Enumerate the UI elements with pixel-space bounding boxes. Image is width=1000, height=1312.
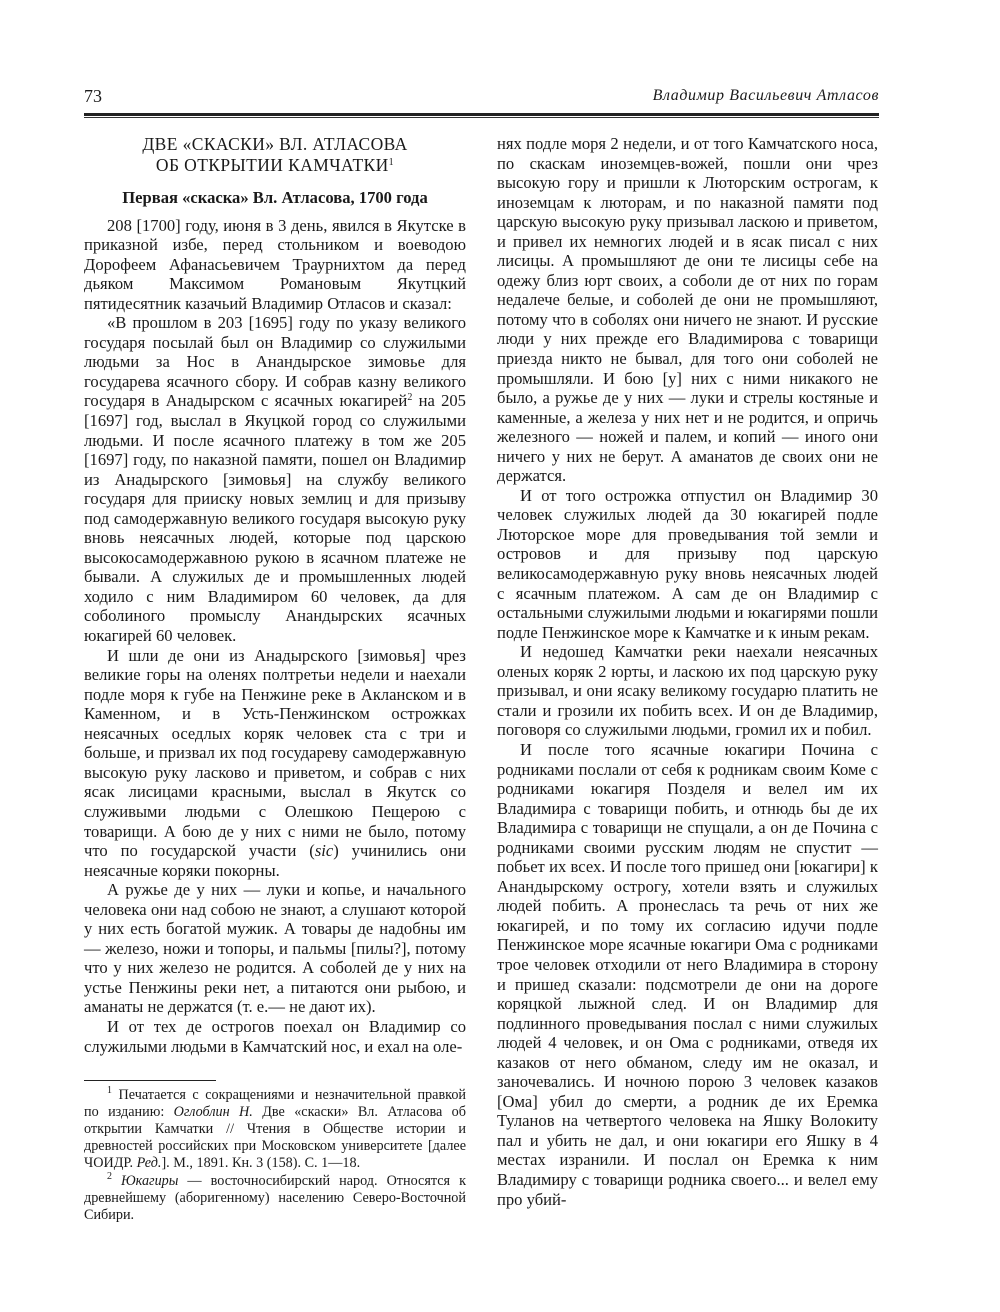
footnote-text: — восточносибирский народ. Относятся к древнейшему (аборигенному) населению Северо-Восточной Сибири.	[84, 1172, 466, 1223]
page-number: 73	[84, 86, 102, 106]
footnote-2	[84, 1170, 466, 1224]
paragraph: И недошед Камчатки реки наехали неясачных оленых коряк 2 юрты, и ласкою их под царскую руку призывал, и они ясаку великому государю платить не стали и грозили их побить всех. И он де Владимир, поговоря со служилыми людьми, громил их и побил.	[497, 642, 878, 740]
header-rule-thin	[84, 117, 879, 118]
footnote-number: 2	[107, 1170, 112, 1182]
footnote-divider	[84, 1080, 216, 1081]
article-title-line-2-text: ОБ ОТКРЫТИИ КАМЧАТКИ	[155, 155, 389, 175]
article-title-line-2	[84, 155, 466, 176]
paragraph: А ружье де у них — луки и копье, и начального человека они над собою не знают, а слушают которой у них есть богатой мужик. А товары де надобны им — железо, ножи и топоры, и пальмы [пилы?], потому что у них железо не родится. А соболей де у них на устье Пенжины реки нет, а питаются они рыбою, и аманаты не держатся (т. е.— не дают их).	[84, 880, 466, 1017]
article-title-line-1: ДВЕ «СКАСКИ» ВЛ. АТЛАСОВА	[142, 134, 408, 154]
footnote-ref-2[interactable]: 2	[407, 392, 413, 404]
footnote-term: Юкагиры	[121, 1172, 179, 1189]
paragraph-text: ) учинились они неясачные коряки покорны.	[84, 841, 466, 880]
footnote-text: ]. М., 1891. Кн. 3 (158). С. 1—18.	[161, 1155, 361, 1172]
left-column	[84, 134, 466, 1224]
paragraph: И от того острожка отпустил он Владимир 30 человек служилых людей да 30 юкагирей подле Люторское море для проведывания той земли и островов и для призыву под царскую великосамодержавную руку вновь неясачных людей с ясачным платежом. А сам де он Владимир с остальными служилыми людьми и юкагирями пошли подле Пенжинское море к Камчатке и к иным рекам.	[497, 485, 878, 642]
footnote-text: Две «скаски» Вл. Атласова об открытии Камчатки // Чтения в Обществе истории и древностей российских при Московском университете [далее ЧОИДР.	[84, 1104, 466, 1172]
paragraph-text: на 205 [1697] год, выслал в Якуцкой город со служилыми людьми. И после ясачного платежу в том же 205 [1697] году, по наказной памяти, пошел он Владимир из Анадырского [зимовья] на службу великого государя для прииску новых землиц и для призыву под самодержавную великого государя высокую руку вновь неясачных людей, которые под царскою высокосамодержавною рукою в ясачном платеже не бывали. А служилых де и промышленных людей ходило с ним Владимиром 60 человек, да для соболиного промыслу Анандырских ясачных юкагирей 60 человек.	[84, 391, 466, 646]
sic-italic: sic	[314, 841, 334, 861]
footnote-1	[84, 1087, 466, 1172]
footnote-author: Оглоблин Н.	[173, 1104, 253, 1121]
paragraph-text: И шли де они из Анадырского [зимовья] чрез великие горы на оленях полтретьи недели и наехали подле моря к губе на Пенжине реке в Акланском и в Каменном, и в Усть-Пенжинском острожках неясачных оседлых коряк человек ста с три и больше, и призвал их под государеву самодержавную высокую руку ласково и приветом, и собрав с них ясак лисицами красными, выслал в Якутск со служивыми людьми с Олешкою Пещерою с товарищи. А бою де у них с ними не было, потому что по государской участи (	[84, 645, 466, 861]
footnotes	[84, 1087, 466, 1224]
running-title: Владимир Васильевич Атласов	[652, 87, 879, 104]
footnote-editor-abbrev: Ред.	[136, 1155, 162, 1172]
footnote-number: 1	[107, 1085, 112, 1097]
running-head	[84, 86, 879, 110]
paragraph	[84, 313, 466, 645]
right-column	[497, 134, 878, 1209]
paragraph: И от тех де острогов поехал он Владимир со служилыми людьми в Камчатский нос, и ехал на оле-	[84, 1016, 466, 1056]
header-rule	[84, 113, 879, 118]
paragraph: И после того ясачные юкагири Почина с родниками послали от себя к родникам своим Коме с родниками юкагиря Позделя и велел им их Владимира с товарищи побить, и отнюдь бы де их Владимира с товарищи не спущали, а он де Почина с родниками своими русским людям не спустит — побьет их всех. И после того пришед они [юкагири] к Анандырскому острогу, хотели взять и служилых людей побить. А пронеслась та речь от них же юкагирей, и по тому их согласию идучи подле Пенжинское море ясачные юкагири Ома с родниками трое человек отходили от него Владимира в сторону и пришед сказали: подсмотрели де они на дороге коряцкой лыжной след. И он Владимир для подлинного проведывания послал с ними служилых людей 4 человек, и он Ома с родниками, отведя их казаков от него обманом, следу им не оказал, и заночевались. И ночною порою 3 человек казаков [Ома] убил до смерти, а родник де их Еремка Туланов на четвертого человека на Яшку Волокиту пал и убить не дал, и они юкагири его Яшку в 4 местах изранили. И послал он Еремка к ним Владимиру с товарищи родника своего... и велел ему про убий-	[497, 739, 878, 1209]
paragraph: нях подле моря 2 недели, и от того Камчатского носа, по скаскам иноземцев-вожей, пошли они чрез высокую гору и пришли к Люторским острогам, к иноземцам к люторам, и по наказной памяти под царскую высокую руку призывал ласкою и приветом, и привел их немногих людей и в ясак писал с них лисицы. А промышляют де они те лисицы себе на одежу близ юрт своих, а соболи де от них по горам недалече белые, и соболей де они не промышляют, потому что в соболях они ничего не знают. И русские люди у них прежде его Владимирова с товарищи приезда никто не бывал, для того они соболей не промышляли. И бою [у] них с ними никакого не было, а ружье де у них — луки и стрелы костяные и каменные, а железа у них нет и не родится, и опричь железного — ножей и палем, и копий — иного они ничего у них не берут. А аманатов де своих они не держатся.	[497, 134, 878, 486]
paragraph	[84, 646, 466, 881]
paragraph-text: «В прошлом в 203 [1695] году по указу великого государя посылай был он Владимир со служилыми людьми за Нос в Анандырское зимовье для государева ясачного сбору. И собрав казну великого государя в Анадырском с ясачных юкагирей	[84, 313, 466, 411]
paragraph: 208 [1700] году, июня в 3 день, явился в Якутске в приказной избе, перед стольником и воеводою Дорофеем Афанасьевичем Траурнихтом да перед дьяком Максимом Романовым Якутцкий пятидесятник казачьий Владимир Отласов и сказал:	[84, 215, 466, 313]
article-subtitle: Первая «скаска» Вл. Атласова, 1700 года	[122, 188, 428, 207]
article-title	[84, 134, 466, 176]
footnote-ref-1[interactable]: 1	[388, 157, 395, 168]
footnote-text: Печатается с сокращениями и незначительной правкой по изданию:	[84, 1087, 467, 1121]
